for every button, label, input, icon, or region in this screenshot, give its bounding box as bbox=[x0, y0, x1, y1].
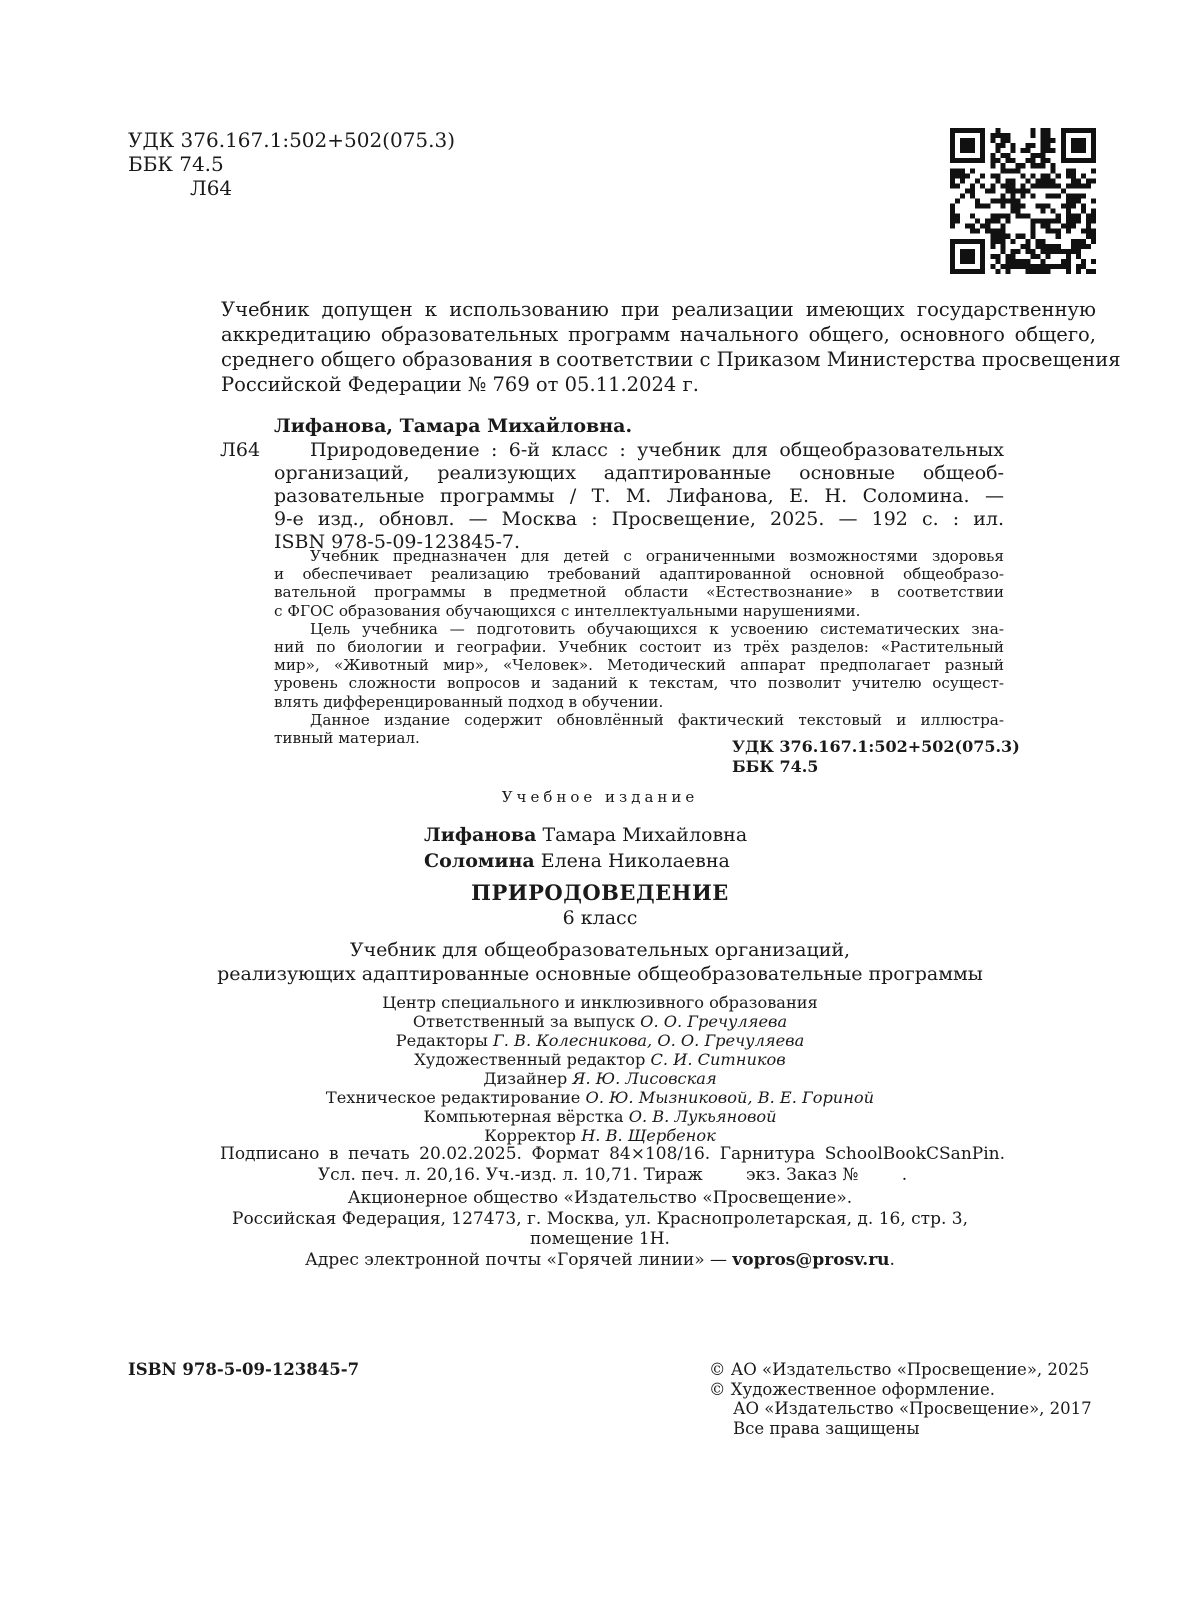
author-given-name: Елена Николаевна bbox=[540, 850, 730, 872]
credit-names: О. Ю. Мызниковой, В. Е. Гориной bbox=[585, 1088, 875, 1107]
credit-role: Художественный редактор bbox=[414, 1050, 646, 1069]
author-surname: Лифанова bbox=[424, 824, 537, 846]
credit-row bbox=[0, 1050, 1200, 1069]
print-info-line: Усл. печ. л. 20,16. Уч.-изд. л. 10,71. Тираж экз. Заказ № . bbox=[317, 1165, 908, 1185]
biblio-line: Природоведение : 6-й класс : учебник для общеобразовательных bbox=[310, 439, 1004, 461]
credit-role: Техническое редактирование bbox=[325, 1088, 581, 1107]
author-1 bbox=[424, 822, 747, 848]
bbk-code: ББК 74.5 bbox=[128, 152, 224, 176]
author-mark: Л64 bbox=[190, 176, 233, 200]
qr-code-icon bbox=[950, 128, 1096, 274]
print-info-line: Подписано в печать 20.02.2025. Формат 84×108/16. Гарнитура SchoolBookCSanPin. bbox=[220, 1144, 1005, 1164]
annotation bbox=[274, 547, 1004, 747]
biblio-line: организаций, реализующих адаптированные основные общеоб- bbox=[274, 462, 1004, 484]
annotation-line: уровень сложности вопросов и заданий к текстам, что позволит учителю осущест- bbox=[274, 674, 1004, 693]
annotation-line: Учебник предназначен для детей с ограниченными возможностями здоровья bbox=[310, 547, 1004, 565]
credit-row bbox=[0, 1107, 1200, 1126]
credit-row bbox=[0, 1088, 1200, 1107]
credit-role: Редакторы bbox=[395, 1031, 488, 1050]
annotation-line: Цель учебника — подготовить обучающихся к усвоению систематических зна- bbox=[310, 619, 1004, 638]
description-line: реализующих адаптированные основные общеобразовательные программы bbox=[217, 963, 983, 985]
book-title: ПРИРОДОВЕДЕНИЕ bbox=[471, 880, 729, 905]
copyright-line: Все права защищены bbox=[733, 1418, 920, 1438]
credit-role: Ответственный за выпуск bbox=[412, 1012, 636, 1031]
author-given-name: Тамара Михайловна bbox=[542, 824, 748, 846]
email-suffix: . bbox=[889, 1250, 895, 1270]
biblio-author-heading: Лифанова, Тамара Михайловна. bbox=[274, 415, 633, 437]
classification-codes-secondary bbox=[732, 737, 1020, 777]
publisher-line: помещение 1Н. bbox=[530, 1229, 670, 1249]
annotation-line: Данное издание содержит обновлённый фактический текстовый и иллюстра- bbox=[310, 710, 1004, 729]
email-label: Адрес электронной почты «Горячей линии» — bbox=[305, 1250, 733, 1270]
email-address[interactable]: vopros@prosv.ru bbox=[732, 1250, 890, 1270]
annotation-line: мир», «Животный мир», «Человек». Методический аппарат предполагает разный bbox=[274, 656, 1004, 675]
udk-code: УДК 376.167.1:502+502(075.3) bbox=[732, 737, 1020, 756]
classification-codes bbox=[128, 128, 455, 200]
credits bbox=[0, 993, 1200, 1145]
approval-line: аккредитацию образовательных программ начального общего, основного общего, bbox=[221, 323, 1096, 346]
publisher-line: Акционерное общество «Издательство «Просвещение». bbox=[347, 1188, 853, 1208]
credit-names: О. О. Гречуляева bbox=[640, 1012, 788, 1031]
credit-row bbox=[0, 1012, 1200, 1031]
approval-paragraph bbox=[221, 297, 1121, 397]
annotation-line: вательной программы в предметной области «Естествознание» в соответствии bbox=[274, 583, 1004, 602]
description-line: Учебник для общеобразовательных организаций, bbox=[349, 939, 851, 961]
approval-line: Учебник допущен к использованию при реализации имеющих государственную bbox=[221, 298, 1096, 321]
copyright-line: © Художественное оформление. bbox=[709, 1379, 996, 1399]
credit-names: О. В. Лукьяновой bbox=[628, 1107, 777, 1126]
udk-code: УДК 376.167.1:502+502(075.3) bbox=[128, 128, 456, 152]
author-surname: Соломина bbox=[424, 850, 535, 872]
copyright-line: © АО «Издательство «Просвещение», 2025 bbox=[709, 1360, 1090, 1379]
annotation-line: тивный материал. bbox=[274, 729, 420, 748]
bbk-code: ББК 74.5 bbox=[732, 757, 819, 776]
book-description bbox=[0, 938, 1200, 986]
annotation-line: ний по биологии и географии. Учебник состоит из трёх разделов: «Растительный bbox=[274, 638, 1004, 657]
credit-names: Г. В. Колесникова, О. О. Гречуляева bbox=[493, 1031, 805, 1050]
biblio-author-mark: Л64 bbox=[220, 439, 261, 461]
annotation-line: и обеспечивает реализацию требований адаптированной основной общеобразо- bbox=[274, 565, 1004, 584]
biblio-record bbox=[274, 439, 1004, 554]
credit-row bbox=[0, 1069, 1200, 1088]
approval-line: Российской Федерации № 769 от 05.11.2024 г. bbox=[221, 373, 699, 396]
biblio-line: разовательные программы / Т. М. Лифанова, Е. Н. Соломина. — bbox=[274, 485, 1004, 507]
annotation-line: влять дифференцированный подход в обучении. bbox=[274, 692, 664, 711]
authors-block bbox=[424, 822, 747, 874]
credit-row bbox=[0, 1031, 1200, 1050]
hotline-email bbox=[0, 1250, 1200, 1270]
grade-label: 6 класс bbox=[562, 907, 638, 929]
credit-role: Корректор bbox=[484, 1126, 577, 1145]
credit-names: Я. Ю. Лисовская bbox=[572, 1069, 717, 1088]
credit-names: С. И. Ситников bbox=[650, 1050, 786, 1069]
print-info bbox=[220, 1144, 1005, 1186]
edition-type: Учебное издание bbox=[501, 788, 699, 806]
author-2 bbox=[424, 848, 747, 874]
copyright-line: АО «Издательство «Просвещение», 2017 bbox=[733, 1399, 1092, 1418]
biblio-line: 9-е изд., обновл. — Москва : Просвещение, 2025. — 192 с. : ил. bbox=[274, 508, 1004, 530]
credit-role: Компьютерная вёрстка bbox=[423, 1107, 624, 1126]
publisher-line: Российская Федерация, 127473, г. Москва, ул. Краснопролетарская, д. 16, стр. 3, bbox=[232, 1208, 968, 1229]
approval-line: среднего общего образования в соответствии с Приказом Министерства просвещения bbox=[221, 348, 1121, 371]
credit-row bbox=[0, 1126, 1200, 1145]
annotation-line: с ФГОС образования обучающихся с интеллектуальными нарушениями. bbox=[274, 601, 861, 620]
isbn: ISBN 978-5-09-123845-7 bbox=[128, 1360, 360, 1379]
credit-names: Н. В. Щербенок bbox=[581, 1126, 716, 1145]
biblio-isbn: ISBN 978-5-09-123845-7. bbox=[274, 531, 521, 553]
credits-center: Центр специального и инклюзивного образования bbox=[382, 993, 818, 1012]
publisher-info bbox=[0, 1188, 1200, 1250]
copyright-block bbox=[709, 1360, 1092, 1438]
credit-role: Дизайнер bbox=[483, 1069, 568, 1088]
